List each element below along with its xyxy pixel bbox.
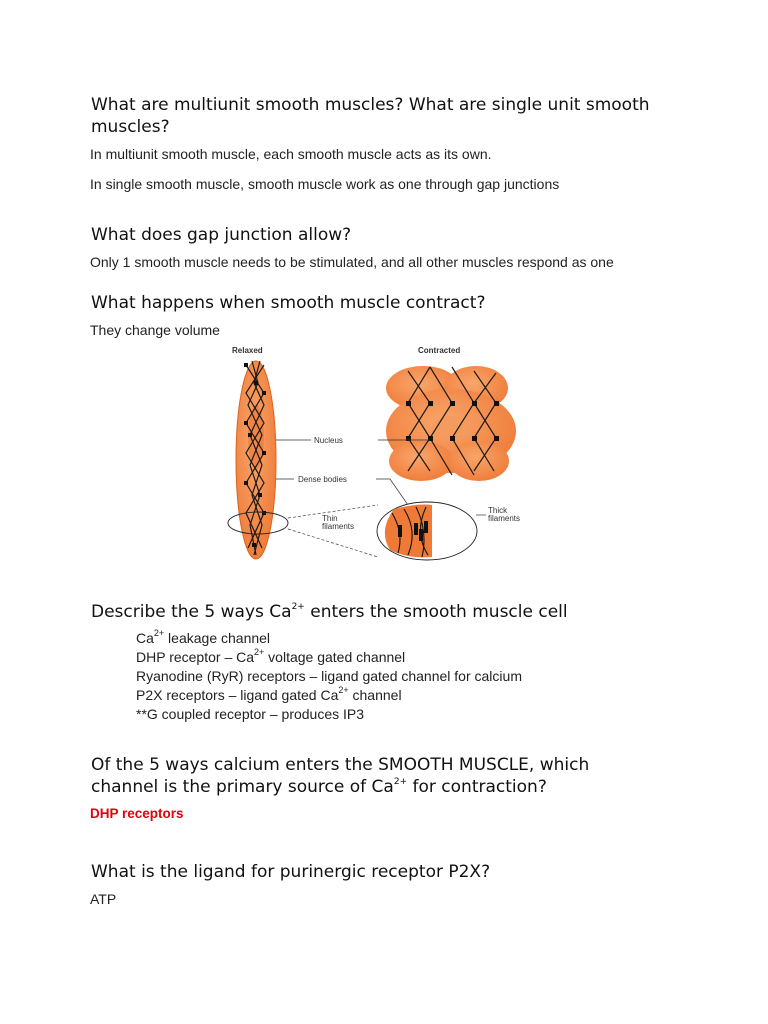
answer-p2x-ligand: ATP — [90, 891, 117, 907]
calcium-entry-list — [136, 629, 522, 724]
list-item: $Ca^{2+}$ leakage channel — [136, 628, 271, 646]
answer-multiunit: In multiunit smooth muscle, each smooth muscle acts as its own. — [90, 146, 492, 162]
smooth-muscle-diagram — [218, 343, 548, 565]
question-five-ways: Describe the 5 ways $Ca^{2+}$ enters the smooth muscle cell — [91, 602, 568, 622]
relaxed-cell — [236, 361, 276, 559]
thick-filaments-label-1: Thick — [488, 506, 508, 515]
contracted-label: Contracted — [418, 346, 461, 355]
dense-bodies-label: Dense bodies — [298, 475, 347, 484]
list-item: Ryanodine (RyR) receptors – ligand gated channel for calcium — [136, 668, 522, 684]
question-primary-source: Of the 5 ways calcium enters the SMOOTH MUSCLE, which channel is the primary source of $Ca^{2+}$ for contraction? — [91, 755, 590, 797]
question-multiunit: What are multiunit smooth muscles? What are single unit smooth muscles? — [91, 95, 650, 137]
answer-single-unit: In single smooth muscle, smooth muscle work as one through gap junctions — [90, 176, 560, 192]
answer-gap-junction: Only 1 smooth muscle needs to be stimulated, and all other muscles respond as one — [90, 254, 614, 270]
thick-filaments-label-2: filaments — [488, 514, 521, 523]
list-item: DHP receptor – $Ca^{2+}$ voltage gated channel — [136, 647, 406, 665]
answer-primary-source: DHP receptors — [90, 806, 184, 821]
list-item: **G coupled receptor – produces IP3 — [136, 706, 365, 722]
thin-filaments-label-1: Thin — [322, 514, 338, 523]
nucleus-label: Nucleus — [314, 436, 343, 445]
question-contract: What happens when smooth muscle contract? — [91, 293, 486, 313]
relaxed-label: Relaxed — [232, 346, 263, 355]
question-p2x-ligand: What is the ligand for purinergic receptor P2X? — [91, 862, 491, 882]
contracted-cell — [386, 366, 516, 481]
list-item: P2X receptors – ligand gated $Ca^{2+}$ channel — [136, 685, 402, 703]
question-gap-junction: What does gap junction allow? — [91, 225, 352, 245]
answer-contract: They change volume — [90, 322, 220, 338]
thin-filaments-label-2: filaments — [322, 522, 355, 531]
